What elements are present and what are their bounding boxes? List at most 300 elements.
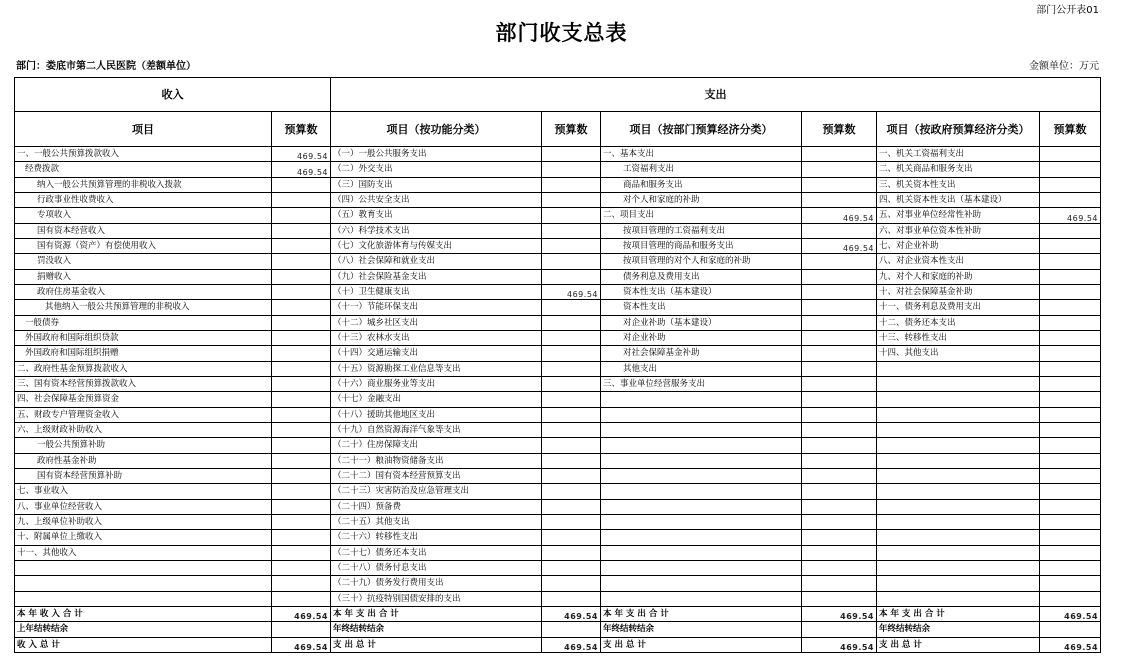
budget-cell bbox=[802, 453, 877, 468]
budget-cell bbox=[542, 330, 601, 345]
table-row bbox=[15, 330, 1101, 345]
item-cell bbox=[601, 422, 802, 437]
col-budget: 预算数 bbox=[542, 112, 601, 147]
item-cell: 对企业补助 bbox=[601, 330, 802, 345]
budget-cell bbox=[542, 591, 601, 606]
item-cell bbox=[601, 453, 802, 468]
item-cell: 按项目管理的工资福利支出 bbox=[601, 223, 802, 238]
table-row bbox=[15, 147, 1101, 162]
item-cell bbox=[601, 438, 802, 453]
item-cell bbox=[601, 591, 802, 606]
item-cell: 外国政府和国际组织贷款 bbox=[15, 330, 272, 345]
budget-cell bbox=[542, 422, 601, 437]
carry-out-label: 年终结转结余 bbox=[331, 622, 542, 637]
table-row bbox=[15, 376, 1101, 391]
budget-cell bbox=[1040, 468, 1101, 483]
item-cell bbox=[877, 468, 1040, 483]
table-row bbox=[15, 407, 1101, 422]
item-cell: （四）公共安全支出 bbox=[331, 192, 542, 207]
total-row-income bbox=[15, 606, 1101, 621]
grand-income-value: 469.54 bbox=[272, 637, 331, 652]
budget-cell bbox=[272, 484, 331, 499]
item-cell: 一般公共预算补助 bbox=[15, 438, 272, 453]
item-cell: 对企业补助（基本建设） bbox=[601, 315, 802, 330]
item-cell: 其他纳入一般公共预算管理的非税收入 bbox=[15, 300, 272, 315]
budget-cell: 469.54 bbox=[542, 284, 601, 299]
item-cell bbox=[601, 545, 802, 560]
item-cell: （十四）交通运输支出 bbox=[331, 346, 542, 361]
budget-cell bbox=[1040, 422, 1101, 437]
item-cell: 行政事业性收费收入 bbox=[15, 192, 272, 207]
item-cell: 十二、债务还本支出 bbox=[877, 315, 1040, 330]
item-cell: 一、一般公共预算拨款收入 bbox=[15, 147, 272, 162]
item-cell: （二十九）债务发行费用支出 bbox=[331, 576, 542, 591]
item-cell: 二、项目支出 bbox=[601, 208, 802, 223]
item-cell bbox=[877, 514, 1040, 529]
budget-cell bbox=[1040, 484, 1101, 499]
carry-in-value bbox=[272, 622, 331, 637]
total-expense-label: 本 年 支 出 合 计 bbox=[331, 606, 542, 621]
budget-cell: 469.54 bbox=[1040, 208, 1101, 223]
budget-cell bbox=[802, 530, 877, 545]
table-row bbox=[15, 530, 1101, 545]
budget-cell bbox=[272, 208, 331, 223]
budget-cell bbox=[272, 545, 331, 560]
budget-cell bbox=[802, 468, 877, 483]
item-cell: 五、财政专户管理资金收入 bbox=[15, 407, 272, 422]
total-income-label: 本 年 收 入 合 计 bbox=[15, 606, 272, 621]
budget-cell bbox=[272, 499, 331, 514]
budget-cell bbox=[802, 147, 877, 162]
item-cell: 三、机关资本性支出 bbox=[877, 177, 1040, 192]
budget-cell bbox=[542, 162, 601, 177]
budget-cell: 469.54 bbox=[802, 238, 877, 253]
item-cell bbox=[601, 468, 802, 483]
item-cell: （十二）城乡社区支出 bbox=[331, 315, 542, 330]
grand-income-label: 收 入 总 计 bbox=[15, 637, 272, 652]
budget-cell bbox=[1040, 300, 1101, 315]
item-cell: （二）外交支出 bbox=[331, 162, 542, 177]
item-cell: 四、社会保障基金预算资金 bbox=[15, 392, 272, 407]
budget-cell bbox=[272, 315, 331, 330]
budget-cell bbox=[272, 453, 331, 468]
carry-out-label: 年终结转结余 bbox=[877, 622, 1040, 637]
budget-cell bbox=[802, 407, 877, 422]
table-row bbox=[15, 438, 1101, 453]
budget-cell bbox=[1040, 576, 1101, 591]
table-row bbox=[15, 484, 1101, 499]
item-cell: 工资福利支出 bbox=[601, 162, 802, 177]
table-row bbox=[15, 269, 1101, 284]
budget-cell bbox=[272, 284, 331, 299]
department-label: 部门：娄底市第二人民医院（差额单位） bbox=[16, 61, 196, 72]
form-code: 部门公开表01 bbox=[1036, 5, 1099, 16]
item-cell bbox=[877, 376, 1040, 391]
item-cell: （二十一）粮油物资储备支出 bbox=[331, 453, 542, 468]
table-row bbox=[15, 192, 1101, 207]
item-cell: 其他支出 bbox=[601, 361, 802, 376]
item-cell: 二、机关商品和服务支出 bbox=[877, 162, 1040, 177]
carry-out-label: 年终结转结余 bbox=[601, 622, 802, 637]
budget-cell bbox=[272, 422, 331, 437]
item-cell: 按项目管理的对个人和家庭的补助 bbox=[601, 254, 802, 269]
table-row bbox=[15, 545, 1101, 560]
item-cell: （十）卫生健康支出 bbox=[331, 284, 542, 299]
budget-cell bbox=[542, 514, 601, 529]
col-item-dept-econ: 项目（按部门预算经济分类） bbox=[601, 112, 802, 147]
item-cell: 国有资本经营收入 bbox=[15, 223, 272, 238]
grand-expense-label: 支 出 总 计 bbox=[601, 637, 802, 652]
grand-expense-label: 支 出 总 计 bbox=[331, 637, 542, 652]
budget-cell bbox=[272, 591, 331, 606]
budget-cell bbox=[272, 177, 331, 192]
budget-cell bbox=[802, 223, 877, 238]
item-cell bbox=[15, 591, 272, 606]
item-cell: （十三）农林水支出 bbox=[331, 330, 542, 345]
item-cell: 一、机关工资福利支出 bbox=[877, 147, 1040, 162]
item-cell bbox=[601, 560, 802, 575]
grand-expense-value: 469.54 bbox=[802, 637, 877, 652]
budget-cell bbox=[1040, 392, 1101, 407]
table-row bbox=[15, 223, 1101, 238]
item-cell: 十三、转移性支出 bbox=[877, 330, 1040, 345]
budget-cell bbox=[802, 284, 877, 299]
item-cell: 六、上级财政补助收入 bbox=[15, 422, 272, 437]
item-cell: 十一、其他收入 bbox=[15, 545, 272, 560]
item-cell: 对社会保障基金补助 bbox=[601, 346, 802, 361]
item-cell bbox=[877, 545, 1040, 560]
budget-cell bbox=[542, 438, 601, 453]
col-item-gov-econ: 项目（按政府预算经济分类） bbox=[877, 112, 1040, 147]
table-row bbox=[15, 177, 1101, 192]
budget-cell bbox=[802, 346, 877, 361]
item-cell: 一、基本支出 bbox=[601, 147, 802, 162]
item-cell: 九、对个人和家庭的补助 bbox=[877, 269, 1040, 284]
item-cell: 五、对事业单位经常性补助 bbox=[877, 208, 1040, 223]
budget-cell bbox=[1040, 376, 1101, 391]
budget-cell bbox=[1040, 407, 1101, 422]
budget-cell bbox=[272, 192, 331, 207]
carry-in-label: 上年结转结余 bbox=[15, 622, 272, 637]
budget-cell bbox=[1040, 284, 1101, 299]
budget-cell bbox=[542, 560, 601, 575]
item-cell: 三、国有资本经营预算拨款收入 bbox=[15, 376, 272, 391]
col-budget: 预算数 bbox=[1040, 112, 1101, 147]
col-item: 项目 bbox=[15, 112, 272, 147]
item-cell: （十一）节能环保支出 bbox=[331, 300, 542, 315]
budget-cell bbox=[802, 192, 877, 207]
item-cell: 按项目管理的商品和服务支出 bbox=[601, 238, 802, 253]
budget-cell bbox=[1040, 162, 1101, 177]
budget-cell bbox=[542, 468, 601, 483]
item-cell: （八）社会保障和就业支出 bbox=[331, 254, 542, 269]
item-cell: 二、政府性基金预算拨款收入 bbox=[15, 361, 272, 376]
budget-cell bbox=[272, 238, 331, 253]
budget-cell bbox=[1040, 192, 1101, 207]
item-cell: 八、对企业资本性支出 bbox=[877, 254, 1040, 269]
budget-cell bbox=[1040, 361, 1101, 376]
budget-cell bbox=[1040, 330, 1101, 345]
item-cell: 政府住房基金收入 bbox=[15, 284, 272, 299]
item-cell bbox=[15, 560, 272, 575]
grand-total-row bbox=[15, 637, 1101, 652]
budget-cell: 469.54 bbox=[272, 162, 331, 177]
budget-cell bbox=[542, 192, 601, 207]
item-cell: （二十六）转移性支出 bbox=[331, 530, 542, 545]
budget-cell bbox=[542, 177, 601, 192]
budget-cell bbox=[802, 438, 877, 453]
item-cell: 商品和服务支出 bbox=[601, 177, 802, 192]
table-row bbox=[15, 300, 1101, 315]
item-cell bbox=[877, 438, 1040, 453]
item-cell: （七）文化旅游体育与传媒支出 bbox=[331, 238, 542, 253]
item-cell: 外国政府和国际组织捐赠 bbox=[15, 346, 272, 361]
item-cell: 四、机关资本性支出（基本建设） bbox=[877, 192, 1040, 207]
budget-cell bbox=[802, 484, 877, 499]
total-expense-label: 本 年 支 出 合 计 bbox=[601, 606, 802, 621]
carry-out-value bbox=[542, 622, 601, 637]
item-cell bbox=[601, 514, 802, 529]
budget-cell bbox=[542, 453, 601, 468]
item-cell: 对个人和家庭的补助 bbox=[601, 192, 802, 207]
budget-cell bbox=[542, 499, 601, 514]
item-cell bbox=[877, 392, 1040, 407]
total-expense-value: 469.54 bbox=[1040, 606, 1101, 621]
budget-cell bbox=[272, 438, 331, 453]
item-cell: 政府性基金补助 bbox=[15, 453, 272, 468]
item-cell: （二十四）预备费 bbox=[331, 499, 542, 514]
item-cell bbox=[877, 560, 1040, 575]
budget-cell bbox=[802, 576, 877, 591]
item-cell: （十九）自然资源海洋气象等支出 bbox=[331, 422, 542, 437]
col-item-function: 项目（按功能分类） bbox=[331, 112, 542, 147]
item-cell: 资本性支出（基本建设） bbox=[601, 284, 802, 299]
budget-cell bbox=[542, 576, 601, 591]
item-cell bbox=[877, 407, 1040, 422]
budget-cell bbox=[542, 254, 601, 269]
budget-cell bbox=[1040, 238, 1101, 253]
item-cell: 十、附属单位上缴收入 bbox=[15, 530, 272, 545]
item-cell bbox=[601, 484, 802, 499]
budget-table bbox=[14, 77, 1101, 653]
grand-expense-label: 支 出 总 计 bbox=[877, 637, 1040, 652]
item-cell: （三十）抗疫特别国债安排的支出 bbox=[331, 591, 542, 606]
budget-cell bbox=[802, 591, 877, 606]
item-cell: 捐赠收入 bbox=[15, 269, 272, 284]
item-cell: （五）教育支出 bbox=[331, 208, 542, 223]
budget-cell bbox=[1040, 315, 1101, 330]
budget-cell bbox=[1040, 545, 1101, 560]
item-cell bbox=[877, 484, 1040, 499]
total-expense-value: 469.54 bbox=[802, 606, 877, 621]
item-cell: 国有资源（资产）有偿使用收入 bbox=[15, 238, 272, 253]
budget-cell bbox=[1040, 453, 1101, 468]
item-cell bbox=[877, 591, 1040, 606]
table-row bbox=[15, 284, 1101, 299]
total-expense-label: 本 年 支 出 合 计 bbox=[877, 606, 1040, 621]
item-cell: （三）国防支出 bbox=[331, 177, 542, 192]
table-row bbox=[15, 254, 1101, 269]
unit-label: 金额单位：万元 bbox=[1029, 61, 1099, 72]
item-cell bbox=[877, 453, 1040, 468]
budget-cell bbox=[272, 330, 331, 345]
budget-cell bbox=[542, 376, 601, 391]
budget-cell bbox=[272, 346, 331, 361]
budget-cell bbox=[542, 147, 601, 162]
item-cell: （六）科学技术支出 bbox=[331, 223, 542, 238]
budget-cell bbox=[1040, 147, 1101, 162]
table-row bbox=[15, 315, 1101, 330]
budget-cell bbox=[542, 530, 601, 545]
budget-cell bbox=[542, 392, 601, 407]
item-cell bbox=[877, 361, 1040, 376]
budget-cell bbox=[802, 392, 877, 407]
budget-cell bbox=[802, 162, 877, 177]
budget-cell: 469.54 bbox=[802, 208, 877, 223]
item-cell: 国有资本经营预算补助 bbox=[15, 468, 272, 483]
item-cell bbox=[601, 530, 802, 545]
budget-cell bbox=[272, 530, 331, 545]
item-cell: 六、对事业单位资本性补助 bbox=[877, 223, 1040, 238]
budget-cell bbox=[1040, 254, 1101, 269]
total-expense-value: 469.54 bbox=[542, 606, 601, 621]
budget-cell bbox=[1040, 499, 1101, 514]
table-row bbox=[15, 591, 1101, 606]
budget-cell bbox=[1040, 514, 1101, 529]
budget-cell bbox=[1040, 438, 1101, 453]
budget-cell bbox=[272, 223, 331, 238]
grand-expense-value: 469.54 bbox=[1040, 637, 1101, 652]
expense-header: 支出 bbox=[331, 78, 1101, 112]
item-cell: 十、对社会保障基金补助 bbox=[877, 284, 1040, 299]
budget-cell bbox=[542, 208, 601, 223]
budget-cell bbox=[272, 468, 331, 483]
table-row bbox=[15, 499, 1101, 514]
item-cell: 资本性支出 bbox=[601, 300, 802, 315]
carry-out-value bbox=[1040, 622, 1101, 637]
table-row bbox=[15, 238, 1101, 253]
budget-cell bbox=[272, 376, 331, 391]
item-cell: （一）一般公共服务支出 bbox=[331, 147, 542, 162]
item-cell: 八、事业单位经营收入 bbox=[15, 499, 272, 514]
item-cell bbox=[601, 407, 802, 422]
budget-cell bbox=[542, 545, 601, 560]
item-cell bbox=[877, 530, 1040, 545]
budget-cell bbox=[272, 269, 331, 284]
budget-cell bbox=[1040, 591, 1101, 606]
item-cell: （二十五）其他支出 bbox=[331, 514, 542, 529]
table-row bbox=[15, 576, 1101, 591]
item-cell: 七、事业收入 bbox=[15, 484, 272, 499]
table-row bbox=[15, 162, 1101, 177]
budget-cell bbox=[272, 392, 331, 407]
budget-cell bbox=[802, 254, 877, 269]
budget-cell bbox=[1040, 530, 1101, 545]
budget-cell bbox=[802, 560, 877, 575]
budget-cell bbox=[1040, 560, 1101, 575]
item-cell bbox=[877, 576, 1040, 591]
budget-cell bbox=[802, 315, 877, 330]
carry-out-value bbox=[802, 622, 877, 637]
carry-row bbox=[15, 622, 1101, 637]
item-cell: （十七）金融支出 bbox=[331, 392, 542, 407]
item-cell: （十五）资源勘探工业信息等支出 bbox=[331, 361, 542, 376]
item-cell: 纳入一般公共预算管理的非税收入拨款 bbox=[15, 177, 272, 192]
item-cell: （十六）商业服务业等支出 bbox=[331, 376, 542, 391]
item-cell: 三、事业单位经营服务支出 bbox=[601, 376, 802, 391]
item-cell: （二十）住房保障支出 bbox=[331, 438, 542, 453]
col-budget: 预算数 bbox=[272, 112, 331, 147]
budget-cell bbox=[802, 361, 877, 376]
page-title: 部门收支总表 bbox=[495, 21, 628, 45]
budget-cell bbox=[802, 376, 877, 391]
budget-cell bbox=[542, 300, 601, 315]
budget-cell bbox=[802, 422, 877, 437]
budget-cell bbox=[1040, 223, 1101, 238]
table-row bbox=[15, 453, 1101, 468]
table-row bbox=[15, 560, 1101, 575]
budget-cell bbox=[272, 407, 331, 422]
grand-expense-value: 469.54 bbox=[542, 637, 601, 652]
table-row bbox=[15, 208, 1101, 223]
item-cell: 十一、债务利息及费用支出 bbox=[877, 300, 1040, 315]
item-cell bbox=[877, 499, 1040, 514]
item-cell: 经费拨款 bbox=[15, 162, 272, 177]
item-cell: （二十七）债务还本支出 bbox=[331, 545, 542, 560]
item-cell: （二十三）灾害防治及应急管理支出 bbox=[331, 484, 542, 499]
item-cell: （二十八）债务付息支出 bbox=[331, 560, 542, 575]
table-row bbox=[15, 422, 1101, 437]
item-cell: 七、对企业补助 bbox=[877, 238, 1040, 253]
budget-cell bbox=[272, 361, 331, 376]
budget-cell bbox=[542, 223, 601, 238]
col-budget: 预算数 bbox=[802, 112, 877, 147]
table-row bbox=[15, 361, 1101, 376]
budget-cell bbox=[542, 238, 601, 253]
item-cell: 专项收入 bbox=[15, 208, 272, 223]
budget-cell bbox=[542, 315, 601, 330]
budget-cell bbox=[802, 514, 877, 529]
item-cell bbox=[601, 576, 802, 591]
budget-cell bbox=[1040, 177, 1101, 192]
budget-cell bbox=[802, 330, 877, 345]
table-row bbox=[15, 468, 1101, 483]
budget-cell bbox=[1040, 269, 1101, 284]
item-cell bbox=[601, 392, 802, 407]
budget-cell bbox=[802, 545, 877, 560]
item-cell: 十四、其他支出 bbox=[877, 346, 1040, 361]
total-income-value: 469.54 bbox=[272, 606, 331, 621]
item-cell bbox=[877, 422, 1040, 437]
budget-cell bbox=[272, 514, 331, 529]
budget-cell bbox=[542, 346, 601, 361]
budget-cell bbox=[802, 177, 877, 192]
budget-cell: 469.54 bbox=[272, 147, 331, 162]
table-row bbox=[15, 514, 1101, 529]
budget-cell bbox=[802, 300, 877, 315]
table-row bbox=[15, 392, 1101, 407]
income-header: 收入 bbox=[15, 78, 331, 112]
budget-cell bbox=[542, 361, 601, 376]
item-cell: 罚没收入 bbox=[15, 254, 272, 269]
item-cell: （二十二）国有资本经营预算支出 bbox=[331, 468, 542, 483]
budget-cell bbox=[272, 576, 331, 591]
item-cell: （十八）援助其他地区支出 bbox=[331, 407, 542, 422]
budget-cell bbox=[272, 254, 331, 269]
item-cell: 债务利息及费用支出 bbox=[601, 269, 802, 284]
budget-cell bbox=[272, 560, 331, 575]
budget-cell bbox=[1040, 346, 1101, 361]
